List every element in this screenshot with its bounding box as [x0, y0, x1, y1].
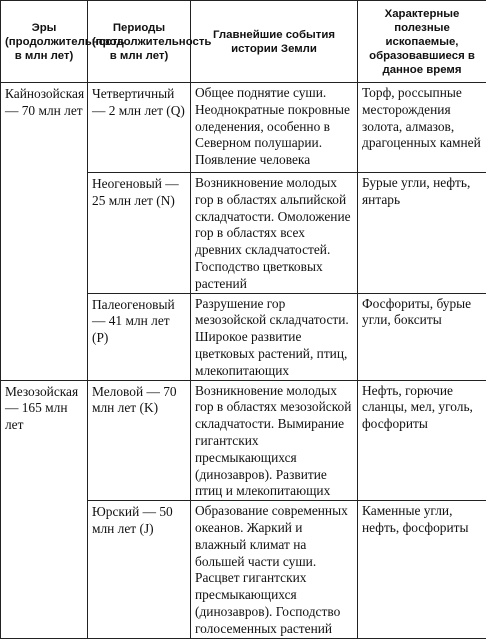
period-cell: Юрский — 50 млн лет (J): [88, 501, 191, 638]
period-cell: Меловой — 70 млн лет (K): [88, 380, 191, 501]
header-row: [1, 1, 486, 83]
period-cell: Палеогеновый — 41 млн лет (P): [88, 293, 191, 380]
events-cell: Возникновение молодых гор в областях мезозойской складчатости. Вымирание гигантских пресмыкающихся (динозавров). Развитие птиц и млекопитающих: [191, 380, 358, 501]
era-cell: Мезозойская — 165 млн лет: [1, 380, 88, 638]
events-cell: Общее поднятие суши. Неоднократные покровные оледенения, особенно в Северном полушарии. Появление человека: [191, 83, 358, 173]
minerals-cell: Фосфориты, бурые угли, бокситы: [358, 293, 486, 380]
header-events: Главнейшие события истории Земли: [191, 1, 358, 83]
minerals-cell: Нефть, горючие сланцы, мел, уголь, фосфориты: [358, 380, 486, 501]
minerals-cell: Каменные угли, нефть, фосфориты: [358, 501, 486, 638]
header-minerals: Характерные полезные ископаемые, образовавшиеся в данное время: [358, 1, 486, 83]
era-cell: Кайнозойская — 70 млн лет: [1, 83, 88, 381]
period-cell: Четвертичный — 2 млн лет (Q): [88, 83, 191, 173]
events-cell: Образование современных океанов. Жаркий и влажный климат на большей части суши. Расцвет гигантских пресмыкающихся (динозавров). Господство голосеменных растений: [191, 501, 358, 638]
period-cell: Неогеновый — 25 млн лет (N): [88, 173, 191, 294]
minerals-cell: Бурые угли, нефть, янтарь: [358, 173, 486, 294]
table-row: [1, 380, 486, 501]
header-eras: Эры (продолжительность в млн лет): [1, 1, 88, 83]
header-periods: Периоды (продолжительность в млн лет): [88, 1, 191, 83]
events-cell: Разрушение гор мезозойской складчатости. Широкое развитие цветковых растений, птиц, млекопитающих: [191, 293, 358, 380]
minerals-cell: Торф, россыпные месторождения золота, алмазов, драгоценных камней: [358, 83, 486, 173]
events-cell: Возникновение молодых гор в областях альпийской складчатости. Омоложение гор в областях всех древних складчатостей. Господство цветковых растений: [191, 173, 358, 294]
table-row: [1, 83, 486, 173]
